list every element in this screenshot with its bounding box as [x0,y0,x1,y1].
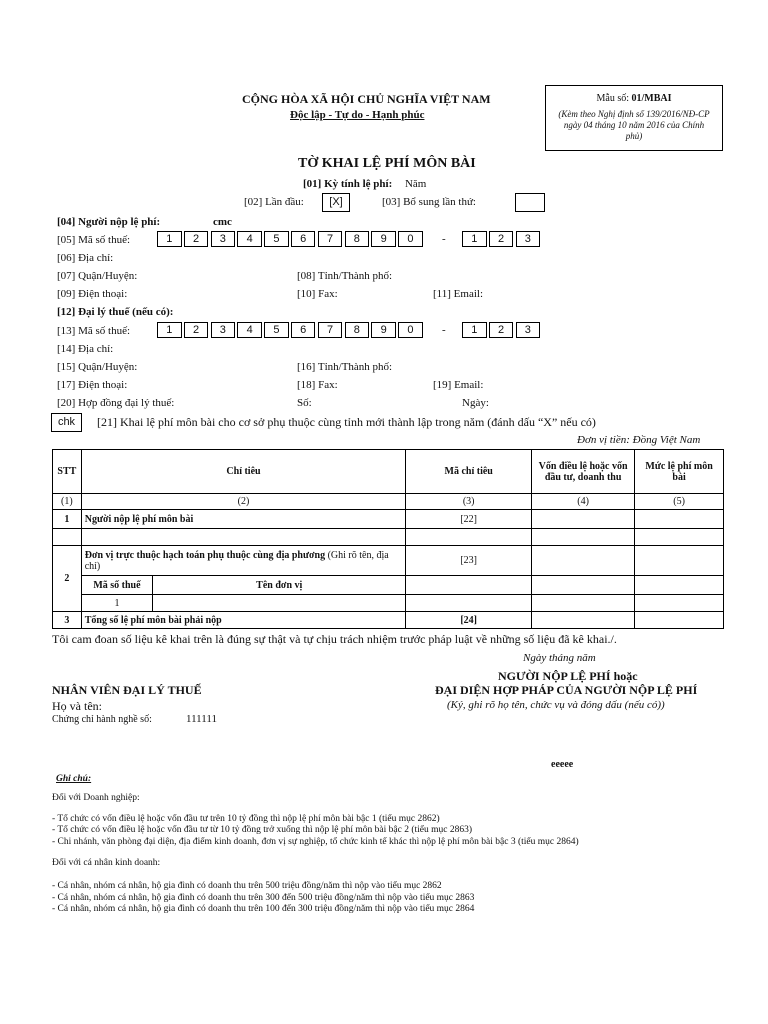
tax-digit: 7 [318,322,343,338]
tax-digit: 9 [371,231,396,247]
table-colnum-row [53,494,724,510]
branch-digit: 3 [516,322,541,338]
page-title: TỜ KHAI LỆ PHÍ MÔN BÀI [298,156,476,171]
form-note-line: phủ) [625,131,643,141]
agent-contract-date: Ngày: [462,397,489,409]
motto: Độc lập - Tự do - Hạnh phúc [290,109,425,121]
payer-fax: [10] Fax: [297,288,338,300]
tax-digit: 9 [371,322,396,338]
period-row [303,178,426,190]
agent-staff-title: NHÂN VIÊN ĐẠI LÝ THUẾ [52,683,202,697]
agent-staff-cert-value: 111111 [186,713,217,725]
tax-digit: 3 [211,322,236,338]
agent-staff-cert: Chứng chỉ hành nghề số: [52,714,152,725]
row-stt: 1 [53,510,82,529]
header-code: Mã chỉ tiêu [406,450,532,494]
sub-name-header: Tên đơn vị [153,576,406,595]
agent-tax-label: [13] Mã số thuế: [57,325,131,337]
tax-digit: 1 [157,231,182,247]
table-header-row [53,450,724,494]
row-fee-cell[interactable] [635,612,724,629]
tax-digit: 0 [398,231,423,247]
table-row [53,529,724,546]
row-code-cell [406,595,532,612]
branch-digit: 1 [462,231,487,247]
first-time-label: [02] Lần đầu: [244,196,304,208]
tax-digit: 7 [318,231,343,247]
agent-contract-no: Số: [297,397,312,409]
row-label: Đơn vị trực thuộc hạch toán phụ thuộc cùng địa phương [84,549,326,561]
row-label: Tổng số lệ phí môn bài phải nộp [81,612,406,629]
header-criteria: Chỉ tiêu [81,450,406,494]
notes-business-item: - Tổ chức có vốn điều lệ hoặc vốn đầu tư trên 10 tỷ đồng thì nộp lệ phí môn bài bậc 1 (tiểu mục 2862) [52,814,440,824]
row-label-cell [81,546,406,576]
notes-individual-item: - Cá nhân, nhóm cá nhân, hộ gia đình có doanh thu trên 100 đến 300 triệu đồng/năm thì nộp vào tiểu mục 2864 [52,904,475,914]
agent-fax: [18] Fax: [297,379,338,391]
table-row [53,546,724,576]
form-code: 01/MBAI [631,93,672,104]
notes-heading: Ghi chú: [56,774,92,784]
agent-staff-name: Họ và tên: [52,699,102,713]
date-line: Ngày tháng năm [523,652,596,664]
header-fee: Mức lệ phí môn bài [635,450,724,494]
tax-digit: 4 [237,231,262,247]
payer-tax-label: [05] Mã số thuế: [57,234,131,246]
branch-digit: 1 [462,322,487,338]
agent-contract: [20] Hợp đồng đại lý thuế: [57,397,175,409]
payer-province: [08] Tỉnh/Thành phố: [297,270,393,282]
tax-dash: - [442,233,446,245]
row-capital-cell[interactable] [532,612,635,629]
tax-digit: 8 [345,322,370,338]
dependent-checkbox[interactable]: chk [51,413,82,432]
period-value: Năm [404,178,427,190]
table-row [53,612,724,629]
row-capital-cell[interactable] [532,595,635,612]
tax-digit: 3 [211,231,236,247]
agent-district: [15] Quận/Huyện: [57,361,138,373]
row-fee-cell[interactable] [635,546,724,576]
sub-name-cell[interactable] [153,595,406,612]
col-num: (1) [53,494,82,510]
signer-title: NGƯỜI NỘP LỆ PHÍ hoặc [498,669,638,683]
signer-name: eeeee [551,759,574,770]
notes-business-title: Đối với Doanh nghiệp: [52,793,140,803]
col-num: (5) [635,494,724,510]
row-label-note: (Ghi rõ tên, địa chỉ) [84,549,389,572]
tax-digit: 5 [264,231,289,247]
payer-heading: [04] Người nộp lệ phí: [57,216,161,228]
sub-row-number: 1 [81,595,152,612]
tax-dash: - [442,324,446,336]
country-name: CỘNG HÒA XÃ HỘI CHỦ NGHĨA VIỆT NAM [242,92,491,106]
notes-individual-item: - Cá nhân, nhóm cá nhân, hộ gia đình có doanh thu trên 300 đến 500 triệu đồng/năm thì nộp vào tiểu mục 2863 [52,893,475,903]
header-stt: STT [53,450,82,494]
dependent-label: [21] Khai lệ phí môn bài cho cơ sở phụ thuộc cùng tỉnh mới thành lập trong năm (đánh dấu “X” nếu có) [97,415,596,429]
agent-tax-code[interactable] [157,322,425,338]
agent-heading: [12] Đại lý thuế (nếu có): [57,306,174,318]
payer-district: [07] Quận/Huyện: [57,270,138,282]
period-label: [01] Kỳ tính lệ phí: [303,178,393,190]
row-label: Người nộp lệ phí môn bài [81,510,406,529]
tax-digit: 2 [184,322,209,338]
col-num: (2) [81,494,406,510]
tax-digit: 4 [237,322,262,338]
supplement-label: [03] Bổ sung lần thứ: [382,196,476,208]
payer-tax-code[interactable] [157,231,425,247]
branch-digit: 2 [489,231,514,247]
row-fee-cell[interactable] [635,510,724,529]
tax-digit: 8 [345,231,370,247]
form-code-label: Mẫu số: [596,93,629,104]
payer-email: [11] Email: [433,288,483,300]
tax-digit: 2 [184,231,209,247]
currency-unit: Đơn vị tiền: Đồng Việt Nam [577,434,701,446]
agent-province: [16] Tỉnh/Thành phố: [297,361,393,373]
table-row [53,595,724,612]
row-code: [22] [406,510,532,529]
first-time-checkbox[interactable]: [X] [322,193,350,212]
tax-digit: 6 [291,231,316,247]
sub-tax-header: Mã số thuế [81,576,152,595]
row-code: [23] [406,546,532,576]
notes-individual-title: Đối với cá nhân kinh doanh: [52,858,161,868]
notes-business-item: - Chi nhánh, văn phòng đại diện, địa điểm kinh doanh, đơn vị sự nghiệp, tổ chức kinh tế khác thì nộp lệ phí môn bài bậc 3 (tiểu mục 2864) [52,837,579,847]
table-row [53,510,724,529]
header-capital: Vốn điều lệ hoặc vốn đầu tư, doanh thu [532,450,635,494]
signer-title: ĐẠI DIỆN HỢP PHÁP CỦA NGƯỜI NỘP LỆ PHÍ [435,683,698,697]
row-capital-cell[interactable] [532,546,635,576]
payer-address: [06] Địa chỉ: [57,252,114,264]
row-code: [24] [406,612,532,629]
declaration: Tôi cam đoan số liệu kê khai trên là đúng sự thật và tự chịu trách nhiệm trước pháp luật về những số liệu đã kê khai./. [52,632,617,646]
row-stt: 2 [53,546,82,612]
tax-digit: 1 [157,322,182,338]
agent-address: [14] Địa chỉ: [57,343,114,355]
agent-email: [19] Email: [433,379,484,391]
branch-digit: 3 [516,231,541,247]
tax-digit: 0 [398,322,423,338]
row-fee-cell[interactable] [635,595,724,612]
payer-branch-code[interactable] [462,231,542,247]
row-stt: 3 [53,612,82,629]
supplement-input[interactable] [515,193,545,212]
signer-hint: (Ký, ghi rõ họ tên, chức vụ và đóng dấu (nếu có)) [447,699,665,711]
table-subheader-row [53,576,724,595]
col-num: (3) [406,494,532,510]
notes-individual-item: - Cá nhân, nhóm cá nhân, hộ gia đình có doanh thu trên 500 triệu đồng/năm thì nộp vào tiểu mục 2862 [52,881,442,891]
form-note-line: ngày 04 tháng 10 năm 2016 của Chính [563,120,705,130]
payer-phone: [09] Điện thoại: [57,288,128,300]
col-num: (4) [532,494,635,510]
branch-digit: 2 [489,322,514,338]
tax-digit: 5 [264,322,289,338]
fee-table [52,449,724,629]
notes-business-item: - Tổ chức có vốn điều lệ hoặc vốn đầu tư từ 10 tỷ đồng trở xuống thì nộp lệ phí môn bài bậc 2 (tiểu mục 2863) [52,825,473,835]
payer-name: cmc [213,216,232,228]
tax-digit: 6 [291,322,316,338]
form-note-line: (Kèm theo Nghị định số 139/2016/NĐ-CP [558,109,710,119]
agent-branch-code[interactable] [462,322,542,338]
row-capital-cell[interactable] [532,510,635,529]
form-code-box [545,85,723,151]
agent-phone: [17] Điện thoại: [57,379,128,391]
